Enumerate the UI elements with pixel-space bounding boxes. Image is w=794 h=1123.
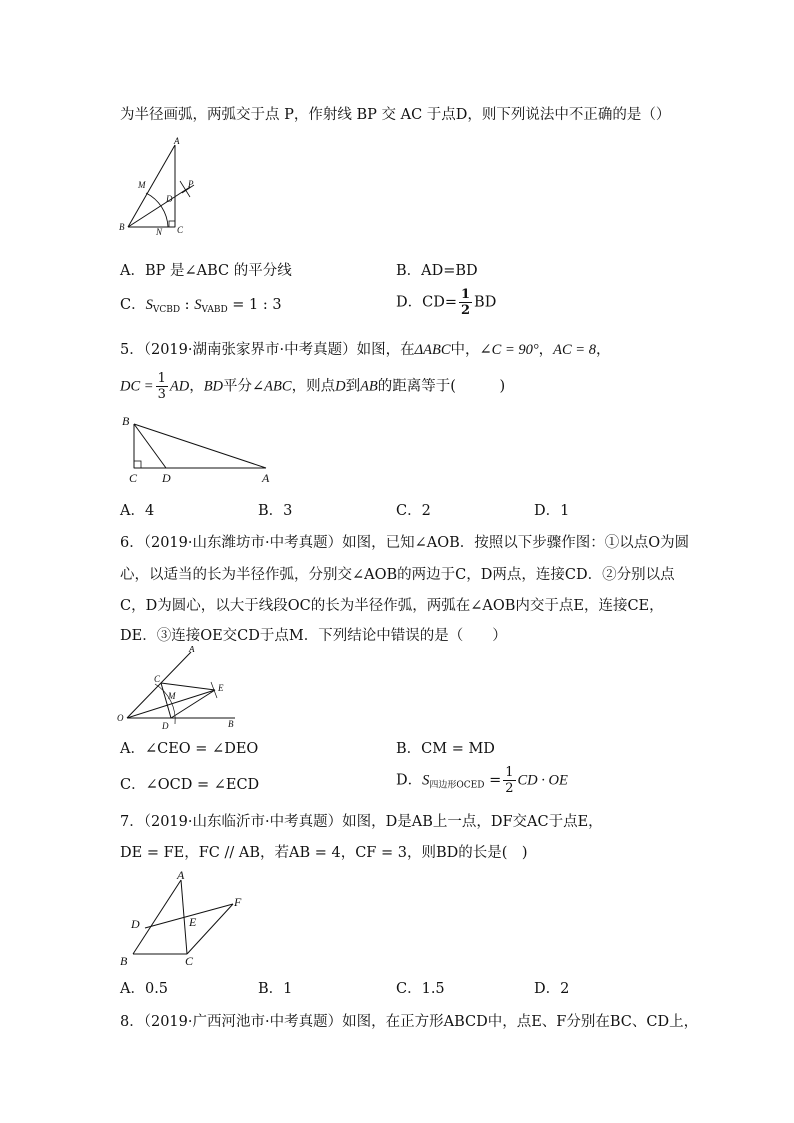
q5-figure — [118, 412, 278, 487]
q4-label-N: N — [156, 227, 163, 235]
q6-label-D: D — [162, 721, 169, 731]
q5-option-a: A．4 — [120, 503, 155, 519]
q7-label-F: F — [234, 895, 242, 909]
q6-label-O: O — [117, 713, 124, 723]
q4-figure — [118, 135, 208, 235]
q4-label-D: D — [166, 194, 173, 204]
q8-line-1: 8．（2019·广西河池市·中考真题）如图，在正方形ABCD中，点E、F分别在BC、CD上， — [120, 1014, 699, 1030]
q5-label-C: C — [129, 471, 138, 485]
q4-option-d: D．CD= $\frac{1}{2}$ BD — [396, 287, 497, 318]
q5-option-b: B．3 — [258, 503, 293, 519]
q7-label-C: C — [185, 954, 194, 968]
q4-stem-tail: 为半径画弧，两弧交于点 P，作射线 BP 交 AC 于点D，则下列说法中不正确的是（） — [120, 107, 671, 123]
q6-label-B: B — [228, 719, 234, 729]
q6-label-C: C — [154, 674, 161, 684]
q5-option-d: D．1 — [534, 503, 570, 519]
q6-line-1: 6．（2019·山东潍坊市·中考真题）如图，已知∠AOB．按照以下步骤作图：①以点O为圆 — [120, 535, 690, 551]
q6-option-b: B．CM = MD — [396, 741, 495, 757]
q6-option-c: C．∠OCD = ∠ECD — [120, 777, 260, 793]
q4-label-A: A — [174, 136, 180, 146]
q7-figure — [115, 866, 255, 970]
q7-label-A: A — [177, 868, 185, 882]
q7-option-a: A．0.5 — [120, 981, 169, 997]
q5-line-1: 5．（2019·湖南张家界市·中考真题）如图，在ΔABC中，∠C = 90°，AC = 8， — [120, 342, 611, 358]
q7-option-c: C．1.5 — [396, 981, 445, 997]
q5-label-D: D — [162, 471, 171, 485]
q4-label-P: P — [188, 179, 194, 189]
q4-label-M: M — [138, 180, 146, 190]
q7-label-D: D — [131, 917, 140, 931]
q6-line-2: 心，以适当的长为半径作弧，分别交∠AOB的两边于C，D两点，连接CD．②分别以点 — [120, 567, 675, 583]
q5-label-B: B — [122, 414, 130, 428]
q5-line-2: DC = $\frac{1}{3}$ AD，BD平分∠ABC，则点D到AB的距离等于( ) — [120, 371, 506, 402]
q5-label-A: A — [262, 471, 270, 485]
q4-label-C: C — [177, 225, 184, 235]
q4-option-c: C．$S_{VCBD}$ : $S_{VABD} = 1$ : 3 — [120, 297, 282, 315]
q7-option-b: B．1 — [258, 981, 293, 997]
q7-line-2: DE = FE，FC // AB，若AB = 4，CF = 3，则BD的长是( ) — [120, 845, 528, 861]
q4-option-b: B．AD=BD — [396, 263, 478, 279]
q7-label-B: B — [120, 954, 128, 968]
q6-line-3: C，D为圆心，以大于线段OC的长为半径作弧，两弧在∠AOB内交于点E，连接CE， — [120, 598, 664, 614]
q6-option-d: D．$S_{四边形OCED}$ = $\frac{1}{2}$ CD · OE — [396, 765, 568, 796]
q6-label-M: M — [168, 691, 176, 701]
q6-option-a: A．∠CEO = ∠DEO — [120, 741, 259, 757]
q4-option-a: A．BP 是∠ABC 的平分线 — [120, 263, 292, 279]
q4-label-B: B — [119, 222, 125, 232]
q6-figure — [115, 646, 245, 732]
q7-line-1: 7．（2019·山东临沂市·中考真题）如图，D是AB上一点，DF交AC于点E， — [120, 814, 603, 830]
q6-label-E: E — [218, 683, 224, 693]
q6-label-A: A — [189, 646, 195, 654]
q7-label-E: E — [189, 915, 197, 929]
q5-option-c: C．2 — [396, 503, 431, 519]
q7-option-d: D．2 — [534, 981, 570, 997]
q6-line-4: DE．③连接OE交CD于点M．下列结论中错误的是（ ） — [120, 628, 507, 644]
